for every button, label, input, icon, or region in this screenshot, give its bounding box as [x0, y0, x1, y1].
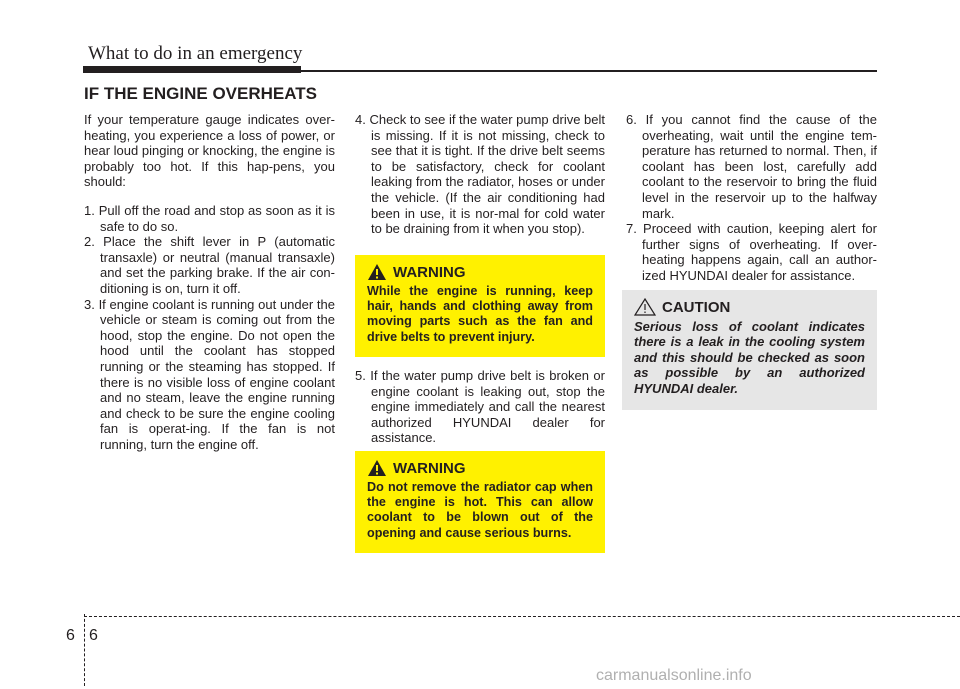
chapter-title: What to do in an emergency: [88, 43, 303, 64]
warning-header: [367, 263, 593, 281]
list-item: 3. If engine coolant is running out under the vehicle or steam is coming out from the hood, stop the engine. Do not open the hood until the coolant has stopped running or the steaming has stopped. If there is no visible loss of engine coolant and no steam, leave the engine running and check to be sure the engine cooling fan is operat-ing. If the fan is not running, turn the engine off.: [84, 296, 335, 452]
footer-divider: [84, 614, 86, 686]
list-item: 4. Check to see if the water pump drive belt is missing. If it is not missing, check to see that it is tight. If the drive belt seems to be satisfactory, check for coolant leaking from the radiator, hoses or under the vehicle. (If the air conditioning had been in use, it is nor-mal for cold water to be draining from it when you stop).: [355, 112, 606, 237]
warning-title: WARNING: [393, 263, 466, 281]
intro-paragraph: If your temperature gauge indicates over-heating, you experience a loss of power, or hear loud pinging or knocking, the engine is probably too hot. If this hap-pens, you should:: [84, 112, 335, 190]
warning-header: [367, 459, 593, 477]
caution-title: CAUTION: [662, 298, 731, 316]
watermark: carmanualsonline.info: [596, 667, 752, 684]
caution-header: [634, 298, 865, 316]
warning-text: While the engine is running, keep hair, hands and clothing away from moving parts such as the fan and drive belts to prevent injury.: [367, 284, 593, 344]
section-title: IF THE ENGINE OVERHEATS: [84, 84, 317, 103]
list-item: 5. If the water pump drive belt is broken or engine coolant is leaking out, stop the engine immediately and call the nearest authorized HYUNDAI dealer for assistance.: [355, 368, 605, 446]
warning-box: [355, 255, 605, 357]
column-3: [626, 112, 877, 284]
warning-box: [355, 451, 605, 553]
list-item: 6. If you cannot find the cause of the overheating, wait until the engine tem-perature has returned to normal. Then, if coolant has been lost, carefully add coolant to the reservoir to bring the fluid level in the reservoir up to the halfway mark.: [626, 112, 877, 221]
list-item: 1. Pull off the road and stop as soon as it is safe to do so.: [84, 202, 335, 234]
column-2-continued: [355, 368, 605, 446]
chapter-number: 6: [66, 627, 75, 644]
page-number: 6: [89, 627, 98, 644]
caution-triangle-icon: [634, 298, 656, 316]
warning-text: Do not remove the radiator cap when the engine is hot. This can allow coolant to be blown out of the opening and cause serious burns.: [367, 480, 593, 540]
header-rule: [83, 70, 877, 72]
warning-title: WARNING: [393, 459, 466, 477]
footer-rule: [84, 616, 960, 617]
list-item: 7. Proceed with caution, keeping alert for further signs of overheating. If over-heating happens again, call an author-ized HYUNDAI dealer for assistance.: [626, 221, 877, 283]
list-item: 2. Place the shift lever in P (automatic transaxle) or neutral (manual transaxle) and set the parking brake. If the air con-ditioning is on, turn it off.: [84, 234, 335, 296]
column-2: [355, 112, 605, 237]
column-1: [84, 112, 335, 452]
warning-triangle-icon: [367, 459, 387, 477]
caution-box: [622, 290, 877, 410]
caution-text: Serious loss of coolant indicates there is a leak in the cooling system and this should be checked as soon as possible by an authorized HYUNDAI dealer.: [634, 319, 865, 396]
warning-triangle-icon: [367, 263, 387, 281]
